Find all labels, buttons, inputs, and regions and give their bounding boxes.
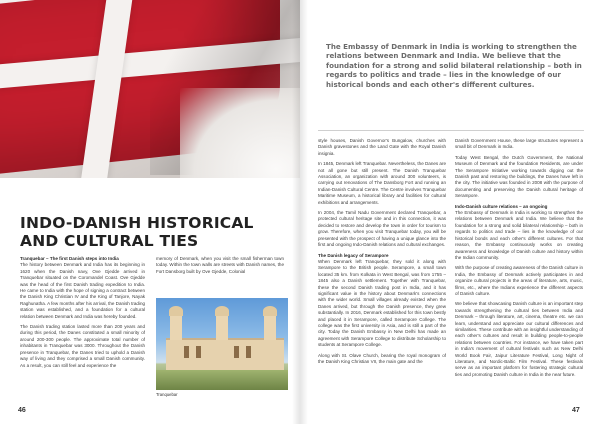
paragraph <box>318 210 446 248</box>
paragraph-text: Danish Government House, these large structures represent a small bit of Denmark in India. <box>455 138 583 150</box>
left-column-2 <box>156 256 284 298</box>
subheading: Tranquebar – The first Danish steps into India <box>20 256 119 261</box>
gutter-shadow <box>292 0 308 424</box>
paragraph-text: In 1845, Denmark left Tranquebar. Nevertheless, the Danes are not all gone but still present. The Danish Tranquebar Association, an organization with around 300 volunteers, is carrying out renovations of The Dansborg Fort and running an Indian-Danish Cultural Centre. The Centre involves Tranquebar Maritime Museum, a historical library and facilities for cultural exhibitions and arrangements. <box>318 161 446 205</box>
paragraph <box>318 138 446 157</box>
heading-line-2: AND CULTURAL TIES <box>20 232 199 250</box>
photo-caption: Tranquebar <box>156 392 178 397</box>
paragraph <box>156 256 284 275</box>
paragraph-text: style houses, Danish Governor's Bungalow, churches with Danish gravestones and the Land Gate with the Royal Danish insignia. <box>318 138 446 156</box>
building-window <box>246 346 251 358</box>
building-dome <box>215 306 229 316</box>
paragraph <box>318 161 446 206</box>
paragraph <box>455 301 583 378</box>
building-dome <box>263 306 277 316</box>
paragraph <box>455 138 583 151</box>
building-window <box>184 346 189 358</box>
page-number-right: 47 <box>572 407 580 414</box>
subheading: The Danish legacy of Serampore <box>318 252 389 258</box>
paragraph <box>455 204 583 262</box>
danish-flag-photo <box>0 0 300 178</box>
paragraph-text: We believe that showcasing Danish culture is an important step towards strengthening the cultural ties between India and Denmark – through literature, art, cinema, theatre etc. we can learn, understand and appreciate our cultural differences and similarities. These contribute with an insightful understanding of each other's cultures and result in building people-to-people relations between countries. For instance, we have taken part in India's movement of cultural festivals such as New Delhi World Book Fair, Jaipur Literature Festival, Long Night of Literature, and Nordic-Baltic Film Festival. These festivals serve as an important platform for fostering strategic cultural ties and promoting Danish culture in India in the near future. <box>455 301 583 377</box>
right-column-1 <box>318 138 446 408</box>
paragraph-text: With the purpose of creating awareness of the Danish culture in India, the Embassy of Denmark actively participates in and organize cultural projects in the areas of literature, arts, music, films, etc., where the Indians experience the different aspects of Danish culture. <box>455 265 583 296</box>
heading-line-1: INDO-DANISH HISTORICAL <box>20 214 254 232</box>
left-column-1 <box>20 256 145 406</box>
paragraph-text: Along with St. Olave Church, bearing the royal monogram of the Danish King Christian VII, the main gate and the <box>318 352 446 364</box>
paragraph-text: Today West Bengal, the Dutch Government, the National Museum of Denmark and the foundation Residents, are under The Serampore Initiative working towards digging out the Danish past and restoring the buildings, the Danes have left in the city. The initiative was founded in 2008 with the purpose of documenting and preserving the Danish cultural heritage of Serampore. <box>455 154 583 199</box>
paragraph-text: When Denmark left Tranquebar, they sold it along with Serampore to the British people. Serampore, a small town located 35 km. from Kolkata in West Bengal, was from 1755 – 1845 also a Danish settlement. Together with Tranquebar, these the second Danish trading post in India, and it has significant value in the history about Denmark's connections with the wider world. Small villages already existed when the Danes arrived, but through the Danish presence, they grew substantially. In 2016, Denmark established for this town bestly and placed it in Serampore, called Serampore College. The college was the first university in Asia, and is still a part of the city. Today the Danish Embassy in New Delhi has made an agreement with Serampore College to distribute Scholarship to students at Serampore College. <box>318 258 446 348</box>
building-window <box>196 346 201 358</box>
subheading: Indo-Danish culture relations – an ongoing <box>455 203 548 209</box>
page-number-left: 46 <box>18 407 26 414</box>
paragraph <box>455 265 583 297</box>
divider <box>318 130 584 131</box>
article-heading <box>20 214 290 250</box>
building-tower <box>264 312 276 340</box>
right-column-2 <box>455 138 583 408</box>
flag-background-wall <box>180 88 300 178</box>
paragraph <box>20 324 145 369</box>
tranquebar-building-photo <box>156 298 288 390</box>
pull-quote: The Embassy of Denmark in India is working to strengthen the relations between Denmark and India. We believe that the foundation for a strong and solid bilateral relationship – both in regards to politics and trade – lies in the knowledge of our historical bonds and each other's different cultures. <box>326 42 582 89</box>
paragraph <box>20 256 145 320</box>
paragraph <box>318 253 446 349</box>
paragraph <box>318 353 446 366</box>
paragraph <box>455 155 583 200</box>
building-window <box>234 346 239 358</box>
paragraph-text: The history between Denmark and India has its beginning in 1620 when the Danish navy, Ove Gjedde arrived in Tranquebar situated on the Coromandel Coast. Ove Gjedde was the head of the first Danish trading expedition to India. He came to India with the hope of signing a contract between the Danish King Christian IV and the King of Tanjore, Nayak Raghunatha. A few months after his arrival, the Danish trading station was established, and a foundation for a cultural relation between Denmark and India was hereby founded. <box>20 262 145 319</box>
building-tower <box>170 312 182 340</box>
paragraph-text: memory of Denmark, when you visit the small fisherman town today. Within the town walls are streets with Danish names, the Fort Dansborg built by Ove Gjedde, Colonial <box>156 256 284 274</box>
building-dome <box>169 306 183 316</box>
paragraph-text: The Embassy of Denmark in India is working to strengthen the relations between Denmark and India. We believe that the foundation for a strong and solid bilateral relationship – both in regards to politics and trade – lies in the knowledge of our historical bonds and each other's different cultures. For that reason, the Embassy continuously works on creating awareness and knowledge of Danish culture and history within the Indian community. <box>455 210 583 260</box>
paragraph-text: In 2004, the Tamil Nadu Government declared Tranquebar, a protected cultural heritage site and in this connection, it was decided to restore and develop the town in order for tourism to grow. Therefore, when you visit Tranquebar today, you will be presented with the prospect of having a unique glance into the first and ongoing Indo-Danish relations and cultural exchanges. <box>318 210 446 248</box>
building-tower <box>216 312 228 340</box>
lawn <box>156 370 288 390</box>
paragraph-text: The Danish trading station lasted more than 200 years and during this period, the Danes constituted a small minority of around 200-300 people. The approximate total number of inhabitants in Tranquebar was 3000. Throughout the Danish presence in Tranquebar, the Danes tried to uphold a Danish way of living and they comprised a small Danish community. As a result, you can still feel and experience the <box>20 324 145 368</box>
